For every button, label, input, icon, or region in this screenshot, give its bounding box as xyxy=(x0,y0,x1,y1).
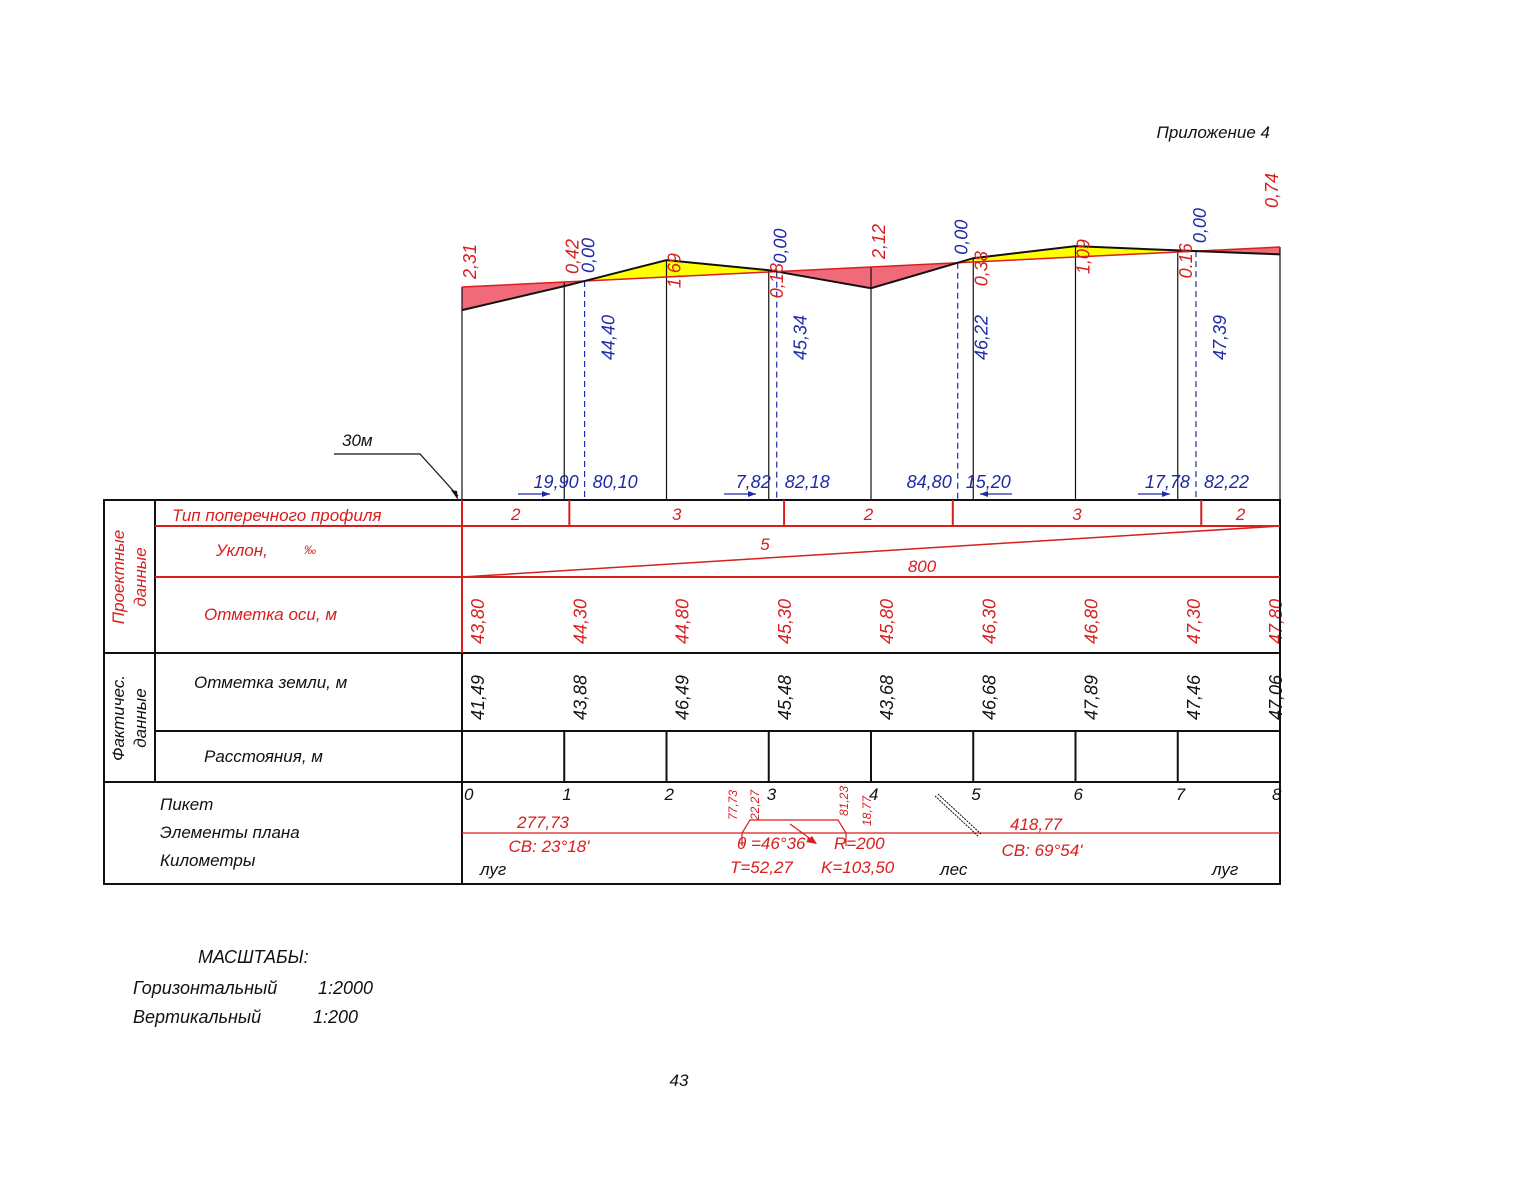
work-mark-7: 0.16 xyxy=(1175,243,1196,279)
design-elevation-7: 47,30 xyxy=(1183,598,1204,644)
design-elevation-3: 45,30 xyxy=(774,598,795,644)
curve-end-a: 81,23 xyxy=(837,785,851,816)
work-mark-1: 0,42 xyxy=(562,238,583,274)
group-actual-line2: данные xyxy=(131,688,150,748)
curve-end-b: 18,77 xyxy=(860,795,874,826)
ground-elevation-7: 47,46 xyxy=(1183,674,1204,720)
ground-elevation-3: 45,48 xyxy=(774,674,795,720)
group-design-line2: данные xyxy=(131,547,150,607)
straight1-length: 277,73 xyxy=(517,813,569,832)
work-mark-3: 0,18 xyxy=(766,263,787,299)
ground-elevation-6: 47,89 xyxy=(1081,674,1102,720)
group-design-line1: Проектные xyxy=(109,529,128,625)
page-number: 43 xyxy=(669,1071,689,1090)
work-mark-6: 1,09 xyxy=(1073,239,1094,275)
row-label-design-elevation: Отметка оси, м xyxy=(204,605,337,624)
land-meadow-1: луг xyxy=(480,860,507,879)
cross-section-type-3: 3 xyxy=(1072,505,1082,524)
zero-left-distance-2: 84,80 xyxy=(906,472,952,492)
curve-tangent: T=52,27 xyxy=(730,858,793,877)
row-label-distances: Расстояния, м xyxy=(204,747,323,766)
ground-elevation-0: 41,49 xyxy=(468,674,488,720)
picket-number-5: 5 xyxy=(971,785,981,804)
picket-number-4: 4 xyxy=(869,785,879,804)
cross-section-type-2: 2 xyxy=(863,505,874,524)
slope-diagonal xyxy=(462,526,1280,577)
elevation-marks xyxy=(460,173,1286,720)
zero-point-elevation-3: 47,39 xyxy=(1209,314,1230,360)
ground-elevation-8: 47,06 xyxy=(1266,674,1286,720)
straight1-bearing: СВ: 23°18' xyxy=(508,837,590,856)
cross-section-type-1: 3 xyxy=(671,505,682,524)
zero-point-label-0: 0,00 xyxy=(578,237,599,273)
callout-leader xyxy=(334,454,458,496)
picket-verticals xyxy=(460,243,1280,500)
callout-label: 30м xyxy=(342,431,373,450)
work-mark-0: 2,31 xyxy=(460,243,480,279)
picket-number-3: 3 xyxy=(766,785,777,804)
picket-number-6: 6 xyxy=(1073,785,1083,804)
work-mark-8: 0,74 xyxy=(1262,172,1282,208)
picket-number-1: 1 xyxy=(562,785,572,804)
design-elevation-2: 44,80 xyxy=(672,598,693,644)
zero-left-distance-3: 17,78 xyxy=(1144,472,1190,492)
ground-elevation-2: 46,49 xyxy=(672,674,693,720)
zero-point-elevation-2: 46,22 xyxy=(971,314,992,360)
group-actual-line1: Фактичес. xyxy=(109,674,128,762)
zero-left-distance-0: 19,90 xyxy=(533,472,579,492)
zero-left-distance-1: 7,82 xyxy=(735,472,771,492)
work-mark-2: 1,69 xyxy=(664,253,685,289)
straight2-bearing: СВ: 69°54' xyxy=(1001,841,1083,860)
zero-point-label-3: 0,00 xyxy=(1189,208,1210,244)
land-forest: лес xyxy=(940,860,968,879)
slope-value: 5 xyxy=(760,535,770,554)
zero-point-elevation-1: 45,34 xyxy=(790,314,811,360)
row-label-cross-section: Тип поперечного профиля xyxy=(172,506,382,525)
row-label-slope: Уклон, xyxy=(216,541,268,560)
scale-horizontal-value: 1:2000 xyxy=(318,978,374,998)
cross-section-type-4: 2 xyxy=(1235,505,1246,524)
callout-arrowhead xyxy=(451,490,458,500)
curve-radius: R=200 xyxy=(834,834,885,853)
work-mark-5: 0,38 xyxy=(971,251,992,287)
row-label-slope-unit: ‰ xyxy=(304,543,316,557)
design-elevation-4: 45,80 xyxy=(877,598,897,644)
zero-right-distance-3: 82,22 xyxy=(1203,472,1249,492)
zero-point-label-2: 0,00 xyxy=(951,219,972,255)
zero-right-distance-0: 80,10 xyxy=(592,472,638,492)
row-label-picket: Пикет xyxy=(160,795,214,814)
slope-length: 800 xyxy=(907,557,937,576)
picket-number-7: 7 xyxy=(1175,785,1186,804)
row-label-ground-elevation: Отметка земли, м xyxy=(194,673,348,692)
zero-point-elevation-0: 44,40 xyxy=(598,314,619,360)
profile-table xyxy=(104,500,1282,884)
straight2-length: 418,77 xyxy=(1010,815,1062,834)
curve-start-a: 77,73 xyxy=(726,789,740,820)
curve-angle: θ =46°36' xyxy=(737,834,809,853)
row-label-km: Километры xyxy=(160,851,256,870)
cross-section-type-0: 2 xyxy=(510,505,521,524)
ground-elevation-5: 46,68 xyxy=(979,674,1000,720)
row-label-plan: Элементы плана xyxy=(160,823,300,842)
picket-number-0: 0 xyxy=(464,785,474,804)
picket-number-2: 2 xyxy=(664,785,674,804)
appendix-label: Приложение 4 xyxy=(1156,123,1270,142)
scale-vertical-value: 1:200 xyxy=(313,1007,359,1027)
scale-horizontal-label: Горизонтальный xyxy=(133,978,278,998)
design-elevation-0: 43,80 xyxy=(468,598,488,644)
ground-elevation-4: 43,68 xyxy=(877,674,897,720)
design-elevation-1: 44,30 xyxy=(570,598,591,644)
zero-point-label-1: 0,00 xyxy=(770,228,791,264)
ground-elevation-1: 43,88 xyxy=(570,674,591,720)
zero-right-distance-2: 15,20 xyxy=(965,472,1011,492)
curve-length: K=103,50 xyxy=(821,858,895,877)
picket-number-8: 8 xyxy=(1272,785,1282,804)
design-elevation-5: 46,30 xyxy=(979,598,1000,644)
design-elevation-6: 46,80 xyxy=(1081,598,1102,644)
land-meadow-2: луг xyxy=(1212,860,1239,879)
zero-right-distance-1: 82,18 xyxy=(784,472,830,492)
work-mark-4: 2,12 xyxy=(869,223,889,259)
scales-title: МАСШТАБЫ: xyxy=(198,947,309,967)
design-elevation-8: 47,80 xyxy=(1266,598,1286,644)
curve-start-b: 22,27 xyxy=(748,789,762,820)
scale-vertical-label: Вертикальный xyxy=(133,1007,262,1027)
